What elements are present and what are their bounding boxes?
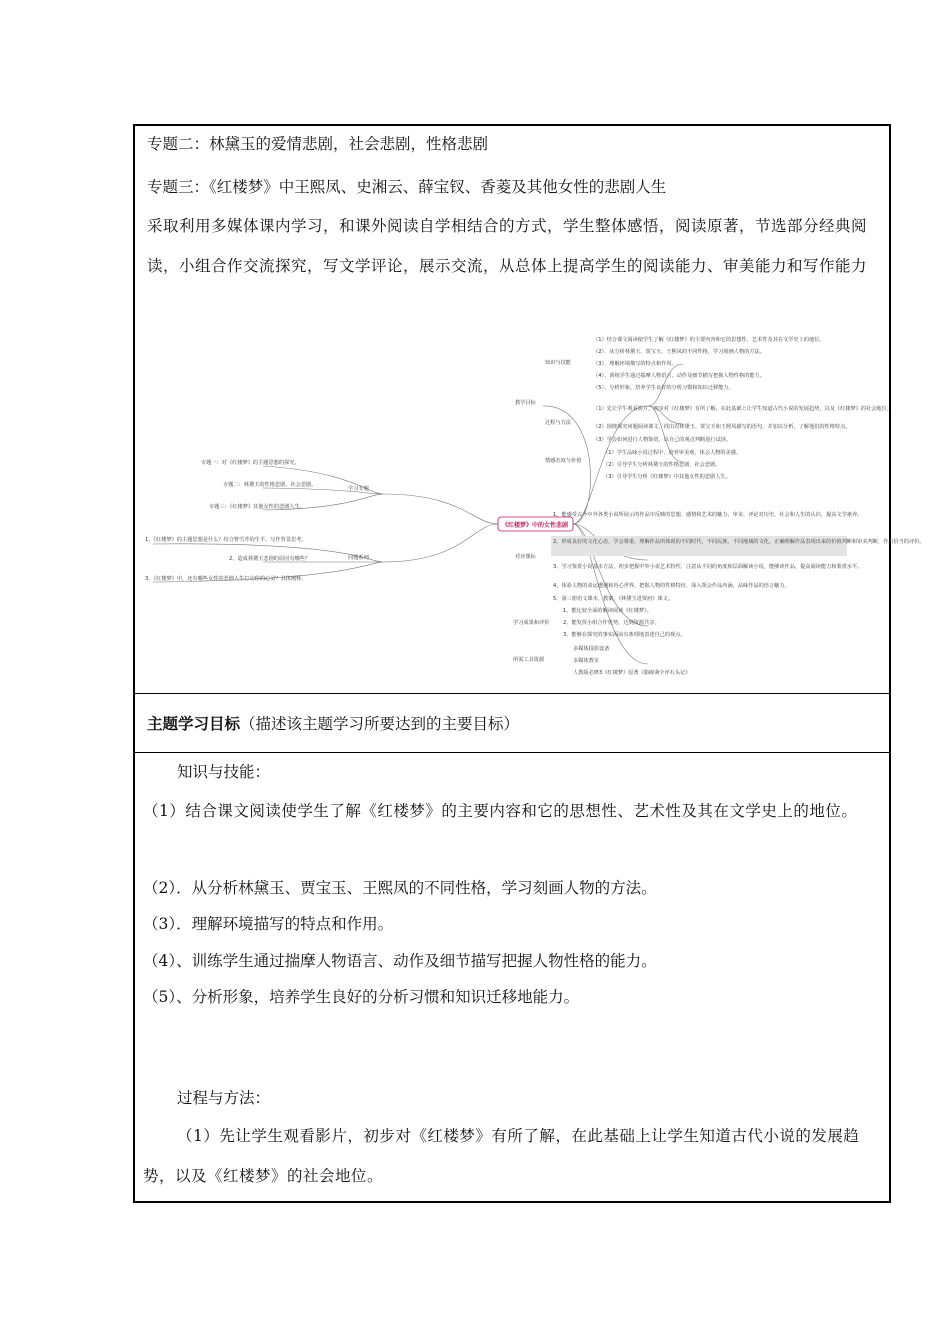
process-item-1: （1）先让学生观看影片，初步对《红楼梦》有所了解，在此基础上让学生知道古代小说的发展趋势，以及《红楼梦》的社会地位。 bbox=[143, 1127, 860, 1185]
mm-knowledge-item-5: （5）、分析形象，培养学生良好的分析习惯和知识迁移能力。 bbox=[593, 385, 734, 391]
mm-eval-item-2: 2、能发挥小组合作优势，达到资源共享。 bbox=[563, 620, 660, 626]
mm-knowledge-item-1: （1）结合课文阅读使学生了解《红楼梦》的主要内容和它的思想性、艺术性及其在文学史上的地位。 bbox=[593, 337, 825, 343]
mm-question-2: 2、造成林黛玉悲剧的原因有哪些？ bbox=[229, 556, 311, 562]
mm-process-item-2: （2）围绕探究问题阅读课文，找出对林黛玉、贾宝玉和王熙凤描写的语句，并加以分析，了解他们的性格特点。 bbox=[593, 424, 851, 430]
knowledge-item-2: （2）．从分析林黛玉、贾宝玉、王熙凤的不同性格，学习刻画人物的方法。 bbox=[143, 879, 657, 897]
knowledge-item-1: （1）结合课文阅读使学生了解《红楼梦》的主要内容和它的思想性、艺术性及其在文学史上的地位。 bbox=[143, 802, 858, 820]
knowledge-item-4: （4）、训练学生通过揣摩人物语言、动作及细节描写把握人物性格的能力。 bbox=[143, 952, 657, 970]
mm-attitude-item-3: （3）引导学生分析《红楼梦》中其他女性的悲剧人生。 bbox=[603, 474, 731, 480]
mm-knowledge-item-2: （2）．从分析林黛玉、贾宝玉、王熙凤的不同性格，学习刻画人物的方法。 bbox=[593, 349, 765, 355]
mm-question-3: 3、《红楼梦》中，还有哪些女性的悲剧人生打动你的心灵？具体阐释。 bbox=[145, 576, 307, 582]
mm-attitude-label: 情感态度与价值 bbox=[545, 458, 582, 464]
mm-knowledge-label: 知识与技能 bbox=[545, 360, 571, 366]
mm-attitude-item-1: （1）学生品味小说过程中，培养审美观，体会人物的美感。 bbox=[603, 450, 742, 456]
goals-title-bold: 主题学习目标 bbox=[147, 714, 241, 733]
mind-map-image bbox=[143, 324, 925, 684]
mm-knowledge-item-3: （3）．理解环境描写的特点和作用。 bbox=[593, 361, 677, 367]
knowledge-item-5: （5）、分析形象，培养学生良好的分析习惯和知识迁移地能力。 bbox=[143, 988, 580, 1006]
mm-question-1: 1、《红楼梦》的主题思想是什么？结合曹雪芹的生平，写作背景思考。 bbox=[145, 537, 307, 543]
lesson-plan-table bbox=[133, 124, 925, 1203]
mm-req-item-5: 5、第三册语文课本，教案，《林黛玉进贾府》课文。 bbox=[553, 596, 674, 602]
mm-teaching-goals-label: 教学目标 bbox=[515, 400, 536, 406]
mm-req-item-4: 4、体验人物的命运遭遇和内心世界，把握人物的性格特征，深入领会作品内涵，品味作品的语言魅力。 bbox=[553, 583, 790, 589]
row-divider-1 bbox=[135, 693, 889, 694]
knowledge-heading: 知识与技能： bbox=[177, 763, 271, 781]
mm-study-topics-label: 学习专题 bbox=[348, 486, 369, 492]
mm-req-item-3: 3、学习鉴赏小说基本方法，初步把握中外小说艺术特性，注意从不同的角度和层面解读小说，能够读作品，提高阅读能力和鉴赏水平。 bbox=[553, 564, 863, 570]
row-divider-2 bbox=[135, 752, 889, 753]
goals-title-rest: （描述该主题学习所要达到的主要目标） bbox=[240, 715, 520, 733]
mm-attitude-item-2: （2）引导学生分析林黛玉的性格悲剧，社会悲剧。 bbox=[603, 462, 721, 468]
mm-process-label: 过程与方法 bbox=[545, 420, 571, 426]
goals-title bbox=[147, 714, 519, 734]
mind-map-center-label: 《红楼梦》中的女性悲剧 bbox=[501, 522, 569, 529]
mm-questions-label: 问题系列 bbox=[348, 555, 369, 561]
mm-requirements-label: 对应课标 bbox=[515, 554, 536, 560]
process-heading: 过程与方法： bbox=[177, 1089, 271, 1107]
mm-process-item-3: （3）学会如何进行人物鉴赏，以自己的观点判断进行试读。 bbox=[593, 437, 732, 443]
mm-eval-item-1: 1、能比较全面的解读阅读《红楼梦》。 bbox=[563, 608, 652, 614]
mm-topic-1: 专题一：对《红楼梦》的主题思想的探究。 bbox=[201, 460, 300, 466]
mm-tool-item-2: 多媒体教室 bbox=[573, 658, 599, 664]
mm-topic-2: 专题二：林黛玉的性格悲剧，社会悲剧。 bbox=[223, 482, 317, 488]
mm-req-item-1: 1、能感受古今中外各类小说所展示的作品中反映的思想、感情和艺术的魅力，审美、评论对历史、社会和人生的认识，提高文学素养。 bbox=[553, 512, 863, 518]
mm-tools-label: 所需工具资源 bbox=[513, 657, 545, 663]
mm-tool-item-1: 多媒体投影设备 bbox=[573, 646, 610, 652]
mm-knowledge-item-4: （4）、训练学生通过揣摩人物语言、动作及细节描写把握人物性格的能力。 bbox=[593, 373, 765, 379]
mm-evaluation-label: 学习成果和评价 bbox=[513, 620, 550, 626]
mm-tool-item-3: 人教版必修3《红楼梦》原著《脂砚斋全评石头记》 bbox=[573, 670, 691, 676]
mm-topic-3: 专题三：《红楼梦》其他女性的悲剧人生。 bbox=[209, 504, 305, 510]
topic-three-line: 专题三：《红楼梦》中王熙凤、史湘云、薛宝钗、香菱及其他女性的悲剧人生 bbox=[147, 178, 667, 196]
mm-req-item-2: 2、形成良好的文化心态，学会尊重、理解作品所体现的不同时代、不同民族、不同地域的文化，正确理解作品表现出来的价值判断和审美判断，作出恰当的评价。 bbox=[553, 539, 925, 545]
mm-eval-item-3: 3、能够在探究的事实面前有条理地表述自己的观点。 bbox=[563, 632, 686, 638]
method-paragraph: 采取利用多媒体课内学习，和课外阅读自学相结合的方式，学生整体感悟，阅读原著，节选部分经典阅读，小组合作交流探究，写文学评论，展示交流，从总体上提高学生的阅读能力、审美能力和写作能力 bbox=[147, 217, 868, 275]
topic-two-line: 专题二：林黛玉的爱情悲剧，社会悲剧，性格悲剧 bbox=[147, 135, 489, 153]
knowledge-item-3: （3）．理解环境描写的特点和作用。 bbox=[143, 915, 394, 933]
mm-process-item-1: （1）先让学生观看影片，初步对《红楼梦》有所了解，在此基础上让学生知道古代小说的发展趋势，以及《红楼梦》的社会地位。 bbox=[593, 406, 892, 412]
